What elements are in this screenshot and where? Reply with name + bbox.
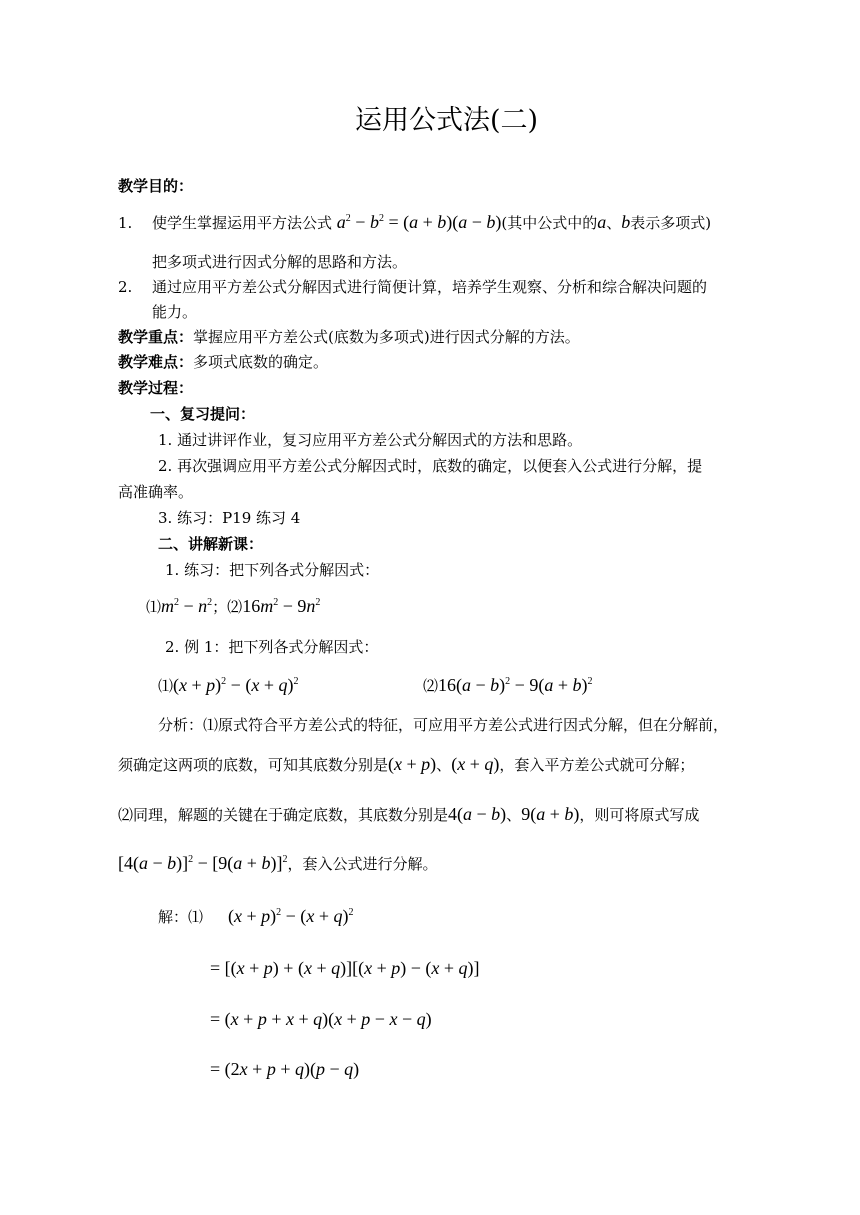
analysis-line-1: 分析：⑴原式符合平方差公式的特征，可应用平方差公式进行因式分解，但在分解前， [158,716,729,734]
analysis-base-4: 9(a + b) [521,804,580,824]
exercise-formulas [146,596,320,617]
analysis-line-3 [118,804,699,825]
solution-label: 解：⑴ [158,908,204,926]
objective-1-post: 表示多项式) [630,214,712,232]
objective-1-mid: (其中公式中的 [501,214,598,232]
example-formula-1: $(x + p)^2 - (x + q)^2$ [173,675,299,695]
objective-1-sep: 、 [606,214,622,232]
analysis-line-3-sep: 、 [506,806,522,824]
solution-step-3: = (x + p + x + q)(x + p − x − q) [210,1009,432,1029]
objective-1-continuation: 把多项式进行因式分解的思路和方法。 [152,253,408,271]
key-point [118,327,580,347]
exercise-formula-2: $16m^2 - 9n^2$ [242,596,321,616]
analysis-base-1: (x + p) [388,754,437,774]
objectives-heading: 教学目的： [118,177,194,195]
exercise-formula-1: $m^2 - n^2$ [161,596,213,616]
analysis-line-2-sep: 、 [436,756,452,774]
difficulty-text: 多项式底数的确定。 [193,353,329,371]
solution-step-4: = (2x + p + q)(p − q) [210,1059,360,1079]
key-point-label: 教学重点： [118,328,194,346]
analysis-line-2 [118,754,694,775]
example-part-1-marker: ⑴ [158,677,174,695]
objective-item-1 [118,212,711,233]
process-heading: 教学过程： [118,379,194,397]
difficulty [118,352,328,372]
objective-1-var-b: b [621,212,631,232]
exercise-part-1-marker: ⑴ [146,598,162,616]
example-formula-2: $16(a - b)^2 - 9(a + b)^2$ [438,675,593,695]
new-lesson-heading: 二、讲解新课： [158,535,264,553]
analysis-line-4 [118,853,437,874]
objective-1-var-a: a [597,212,607,232]
solution-step-2: = [(x + p) + (x + q)][(x + p) − (x + q)] [210,958,480,978]
objective-2-number: 2. [118,278,133,296]
review-item-2-continuation: 高准确率。 [118,483,194,501]
page-title: 运用公式法(二) [355,105,539,136]
key-point-text: 掌握应用平方差公式(底数为多项式)进行因式分解的方法。 [193,328,580,346]
analysis-base-2: (x + q) [451,754,500,774]
review-item-1: 1. 通过讲评作业，复习应用平方差公式分解因式的方法和思路。 [158,431,583,449]
analysis-line-4-post: ，套入公式进行分解。 [287,855,438,873]
exercise-label: 1. 练习：把下列各式分解因式： [165,561,380,579]
objective-1-number: 1. [118,214,133,232]
objective-2-text: 通过应用平方差公式分解因式进行简便计算，培养学生观察、分析和综合解决问题的 [152,278,708,296]
analysis-line-3-post: ，则可将原式写成 [579,806,700,824]
example-formula-1-row [158,675,298,696]
objective-1-formula: $a^2 - b^2 = (a + b)(a - b)$ [336,212,502,232]
example-part-2-marker: ⑵ [423,677,439,695]
review-item-3: 3. 练习：P19 练习 4 [158,509,301,527]
analysis-rewritten-formula: $[4(a - b)]^2 - [9(a + b)]^2$ [118,853,288,873]
analysis-line-2-post: ，套入平方差公式就可分解； [499,756,695,774]
analysis-base-3: 4(a − b) [448,804,507,824]
review-item-2: 2. 再次强调应用平方差公式分解因式时，底数的确定，以便套入公式进行分解，提 [158,457,703,475]
objective-2-continuation: 能力。 [152,303,198,321]
example-formula-2-row [423,675,592,696]
analysis-line-2-pre: 须确定这两项的底数，可知其底数分别是 [118,756,389,774]
example-label: 2. 例 1：把下列各式分解因式： [165,638,379,656]
exercise-separator: ；⑵ [212,598,243,616]
objective-1-text: 使学生掌握运用平方法公式 [152,214,333,232]
objective-item-2 [118,277,707,297]
review-heading: 一、复习提问： [150,405,256,423]
analysis-line-3-pre: ⑵同理，解题的关键在于确定底数，其底数分别是 [118,806,449,824]
difficulty-label: 教学难点： [118,353,194,371]
solution-step-1: $(x + p)^2 - (x + q)^2$ [228,906,354,926]
